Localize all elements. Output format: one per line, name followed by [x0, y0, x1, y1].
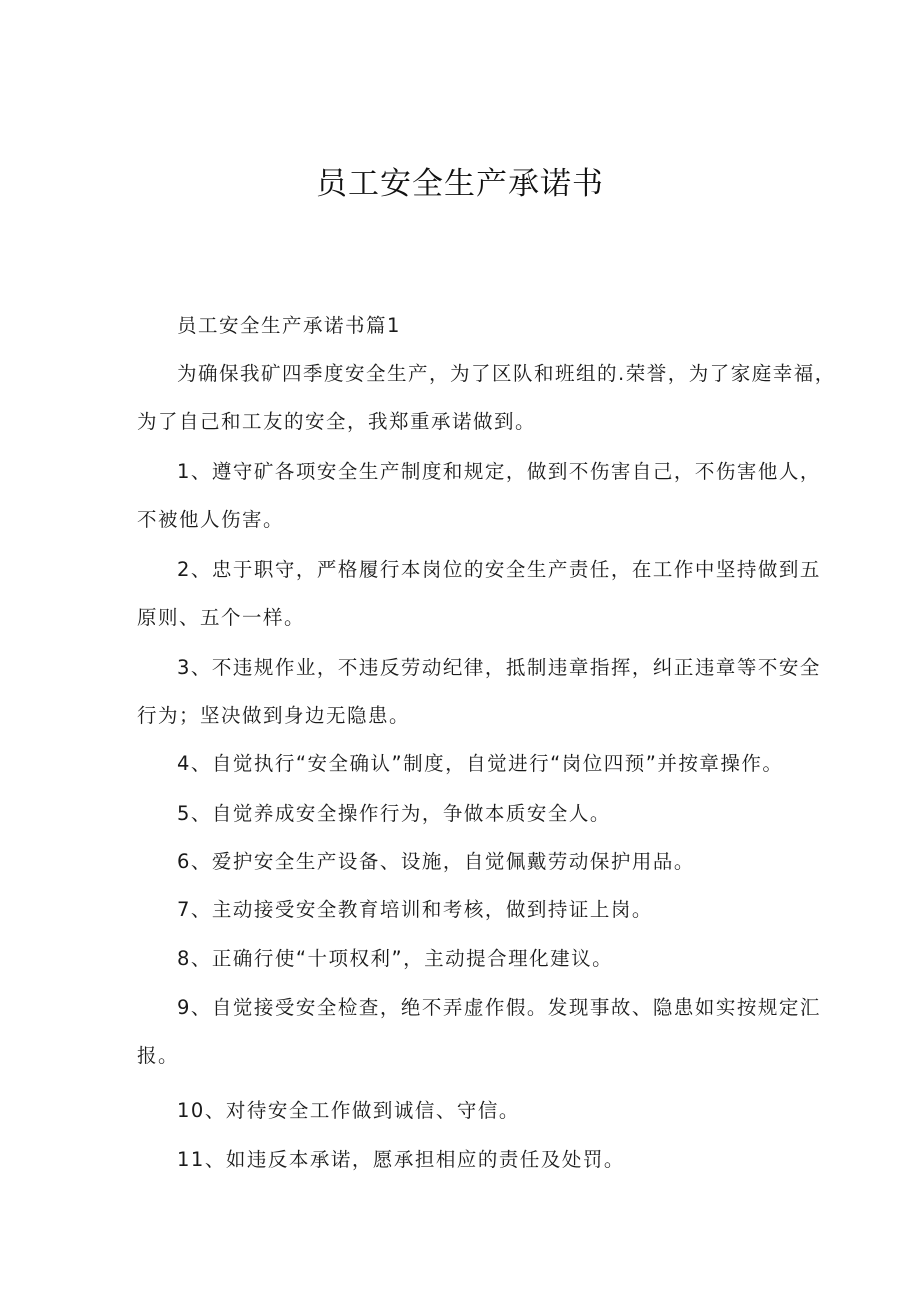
- intro-line-2: 为了自己和工友的安全，我郑重承诺做到。: [137, 410, 537, 433]
- item-10: 10、对待安全工作做到诚信、守信。: [177, 1099, 520, 1122]
- item-6: 6、爱护安全生产设备、设施，自觉佩戴劳动保护用品。: [177, 850, 695, 873]
- item-2-line-1: 2、忠于职守，严格履行本岗位的安全生产责任，在工作中坚持做到五: [177, 558, 821, 581]
- item-3-line-1: 3、不违规作业，不违反劳动纪律，抵制违章指挥，纠正违章等不安全: [177, 656, 821, 679]
- item-11: 11、如违反本承诺，愿承担相应的责任及处罚。: [177, 1148, 625, 1171]
- item-3-line-2: 行为；坚决做到身边无隐患。: [137, 704, 411, 727]
- item-1-line-2: 不被他人伤害。: [137, 508, 285, 531]
- item-2-line-2: 原则、五个一样。: [137, 606, 306, 629]
- item-7: 7、主动接受安全教育培训和考核，做到持证上岗。: [177, 898, 653, 921]
- intro-line-1: 为确保我矿四季度安全生产，为了区队和班组的.荣誉，为了家庭幸福，: [177, 362, 836, 385]
- section-heading: 员工安全生产承诺书篇1: [177, 314, 401, 337]
- document-title: 员工安全生产承诺书: [316, 166, 604, 202]
- item-1-line-1: 1、遵守矿各项安全生产制度和规定，做到不伤害自己，不伤害他人，: [177, 460, 821, 483]
- item-4: 4、自觉执行“安全确认”制度，自觉进行“岗位四预”并按章操作。: [177, 752, 784, 775]
- item-5: 5、自觉养成安全操作行为，争做本质安全人。: [177, 802, 611, 825]
- item-9-line-1: 9、自觉接受安全检查，绝不弄虚作假。发现事故、隐患如实按规定汇: [177, 996, 821, 1019]
- item-8: 8、正确行使“十项权利”，主动提合理化建议。: [177, 947, 614, 970]
- item-9-line-2: 报。: [137, 1044, 180, 1067]
